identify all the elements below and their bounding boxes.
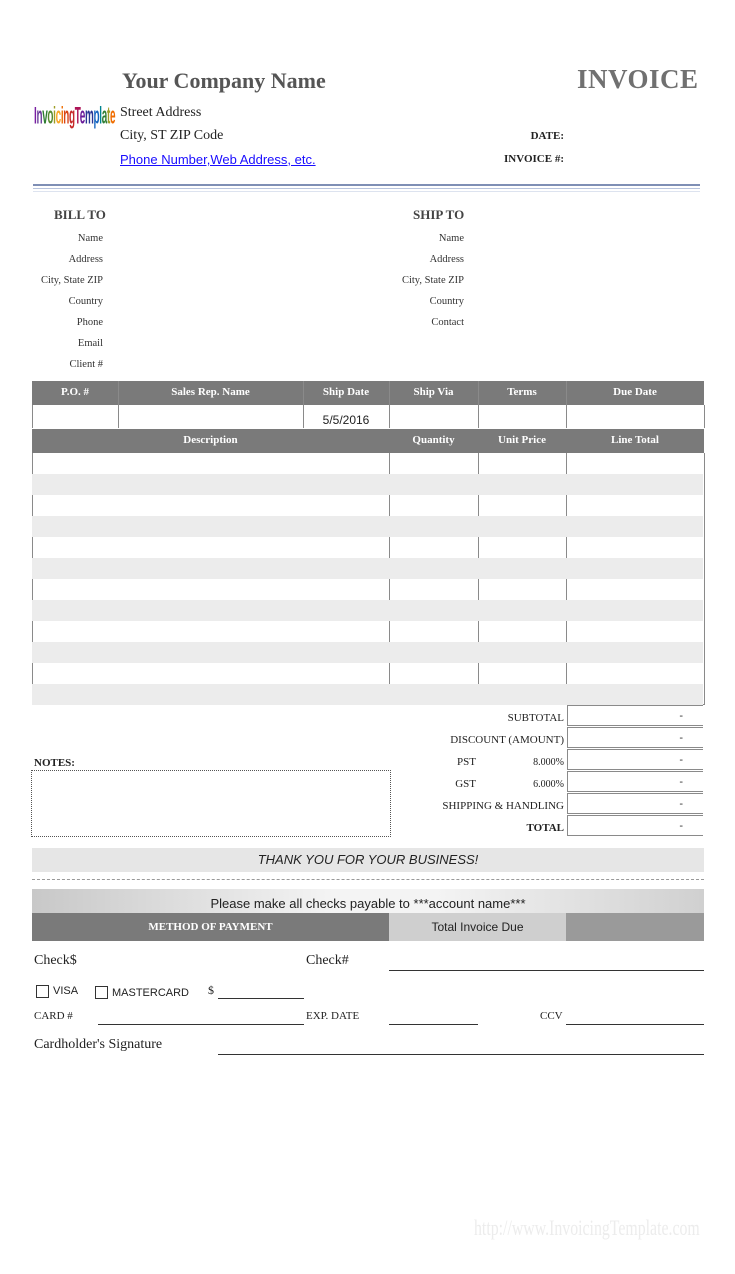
signature-input[interactable]: [218, 1054, 704, 1055]
bill-to-field-label: Address: [68, 254, 103, 265]
totals-value-3: -: [567, 771, 703, 792]
table-row[interactable]: [32, 558, 703, 579]
order-header-5: Due Date: [613, 386, 657, 398]
totals-value-5: -: [567, 815, 703, 836]
total-invoice-due: Total Invoice Due: [389, 913, 566, 941]
date-label: DATE:: [530, 130, 564, 142]
visa-checkbox[interactable]: [36, 985, 49, 998]
gst-rate: 6.000%: [533, 779, 564, 790]
invoice-title: INVOICE: [577, 64, 699, 94]
order-header-2: Ship Date: [322, 386, 370, 398]
ship-to-field-label: Contact: [431, 317, 464, 328]
notes-label: NOTES:: [34, 757, 75, 769]
order-header-3: Ship Via: [413, 386, 454, 398]
contact-link[interactable]: Phone Number,Web Address, etc.: [120, 152, 316, 167]
table-row[interactable]: [32, 621, 703, 642]
ship-to-field-label: Name: [438, 233, 464, 244]
check-number-input[interactable]: [389, 970, 704, 971]
invoice-number-label: INVOICE #:: [504, 153, 564, 165]
logo: [34, 104, 116, 164]
table-row[interactable]: [32, 495, 703, 516]
items-header-3: Line Total: [611, 434, 659, 446]
order-col-divider: [389, 381, 390, 428]
street-address: Street Address: [120, 105, 202, 120]
table-row[interactable]: [32, 474, 703, 495]
gst-label: GST: [455, 778, 476, 790]
method-of-payment: METHOD OF PAYMENT: [32, 913, 389, 941]
check-dollar-label: Check$: [34, 953, 77, 968]
thank-you-banner: THANK YOU FOR YOUR BUSINESS!: [32, 848, 704, 872]
city-state-zip: City, ST ZIP Code: [120, 128, 224, 143]
order-col-divider: [478, 381, 479, 428]
items-header-0: Description: [183, 434, 238, 446]
pst-label: PST: [457, 756, 476, 768]
ship-to-field-label: City, State ZIP: [401, 275, 464, 286]
mastercard-checkbox[interactable]: [95, 986, 108, 999]
table-row[interactable]: [32, 579, 703, 600]
bill-to-field-label: Name: [77, 233, 103, 244]
order-header-0: P.O. #: [60, 386, 89, 398]
table-row[interactable]: [32, 600, 703, 621]
discount-label: DISCOUNT (AMOUNT): [450, 734, 564, 746]
bill-to-field-label: Country: [68, 296, 103, 307]
check-number-label: Check#: [306, 953, 349, 968]
order-value-2[interactable]: 5/5/2016: [322, 413, 370, 427]
notes-box[interactable]: [31, 770, 391, 837]
total-label: TOTAL: [526, 822, 564, 834]
card-number-input[interactable]: [98, 1024, 304, 1025]
totals-value-2: -: [567, 749, 703, 770]
bill-to-field-label: Client #: [69, 359, 103, 370]
payable-note: Please make all checks payable to ***account name***: [32, 889, 704, 913]
order-header-1: Sales Rep. Name: [171, 386, 250, 398]
card-number-label: CARD #: [34, 1010, 73, 1022]
total-due-value: [566, 913, 704, 941]
visa-label: VISA: [53, 985, 79, 997]
header-divider: [33, 184, 700, 186]
totals-value-1: -: [567, 727, 703, 748]
table-row[interactable]: [32, 684, 703, 705]
ship-to-title: SHIP TO: [413, 207, 465, 222]
table-row[interactable]: [32, 663, 703, 684]
bill-to-field-label: Phone: [76, 317, 103, 328]
bill-to-field-label: City, State ZIP: [40, 275, 103, 286]
ship-to-field-label: Country: [429, 296, 464, 307]
shipping-label: SHIPPING & HANDLING: [442, 800, 564, 812]
bill-to-title: BILL TO: [54, 207, 106, 222]
header-divider-2: [33, 188, 700, 189]
company-name: Your Company Name: [122, 68, 326, 93]
order-header-4: Terms: [507, 386, 537, 398]
order-col-divider: [566, 381, 567, 428]
amount-dollar-label: $: [208, 983, 214, 997]
ccv-label: CCV: [540, 1010, 563, 1022]
subtotal-label: SUBTOTAL: [507, 712, 564, 724]
table-row[interactable]: [32, 453, 703, 474]
ship-to-field-label: Address: [429, 254, 464, 265]
cut-line: [32, 879, 704, 880]
order-col-divider: [118, 381, 119, 428]
totals-value-0: -: [567, 705, 703, 726]
exp-date-input[interactable]: [389, 1024, 478, 1025]
table-row[interactable]: [32, 642, 703, 663]
logo-text: InvoicingTemplate: [34, 104, 116, 130]
signature-label: Cardholder's Signature: [34, 1037, 163, 1052]
items-header-2: Unit Price: [498, 434, 546, 446]
header-divider-3: [33, 191, 700, 192]
bill-to-field-label: Email: [77, 338, 103, 349]
items-header-1: Quantity: [412, 434, 455, 446]
table-row[interactable]: [32, 537, 703, 558]
watermark: http://www.InvoicingTemplate.com: [474, 1215, 700, 1240]
pst-rate: 8.000%: [533, 757, 564, 768]
exp-date-label: EXP. DATE: [306, 1010, 360, 1022]
mastercard-label: MASTERCARD: [112, 987, 190, 999]
table-row[interactable]: [32, 516, 703, 537]
ccv-input[interactable]: [566, 1024, 704, 1025]
totals-value-4: -: [567, 793, 703, 814]
amount-input[interactable]: [218, 998, 304, 999]
